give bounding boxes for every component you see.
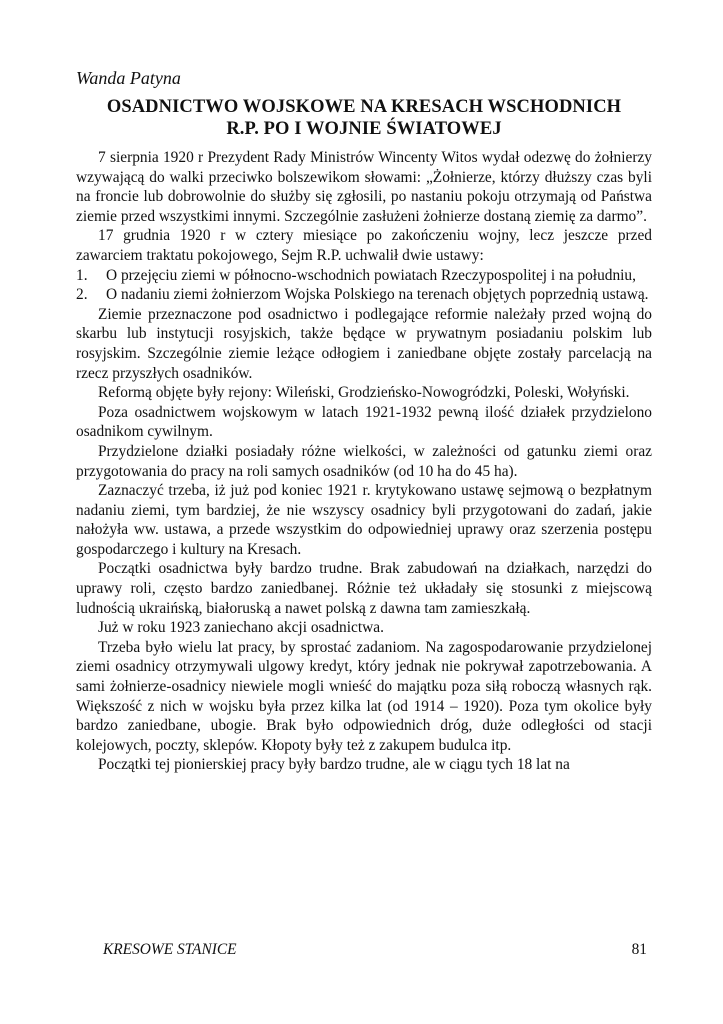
paragraph: Trzeba było wielu lat pracy, by sprostać zadaniom. Na zagospodarowanie przydzielonej ziemi osadnicy otrzymywali ulgowy kredyt, który jednak nie pokrywał zapotrzebowania. A sami żołnierze-osadnicy niewiele mogli wnieść do majątku poza siłą roboczą własnych rąk. Większość z nich w wojsku była przez kilka lat (od 1914 – 1920). Poza tym okolice były bardzo zaniedbane, ubogie. Brak było odpowiednich dróg, duże odległości od stacji kolejowych, poczty, sklepów. Kłopoty były też z zakupem budulca itp.	[76, 638, 652, 754]
list-item-text: O przejęciu ziemi w północno-wschodnich powiatach Rzeczypospolitej i na południu,	[106, 266, 636, 284]
paragraph: Początki osadnictwa były bardzo trudne. Brak zabudowań na działkach, narzędzi do uprawy roli, często bardzo zaniedbanej. Różnie też układały się stosunki z miejscową ludnością ukraińską, białoruską a nawet polską z dawna tam zamieszkałą.	[76, 560, 652, 617]
journal-title: KRESOWE STANICE	[103, 941, 237, 958]
article	[76, 66, 652, 775]
list-number: 1.	[76, 266, 88, 284]
paragraph: Już w roku 1923 zaniechano akcji osadnictwa.	[98, 619, 384, 637]
paragraph: Początki tej pionierskiej pracy były bardzo trudne, ale w ciągu tych 18 lat na	[98, 756, 570, 774]
paragraph: 7 sierpnia 1920 r Prezydent Rady Ministrów Wincenty Witos wydał odezwę do żołnierzy wzywającą do walki przeciwko bolszewikom słowami: „Żołnierze, którzy dłuższy czas byli na froncie lub dobrowolnie do służby się zgłosili, po nastaniu pokoju otrzymają od Państwa ziemie przed wszystkimi innymi. Szczególnie zasłużeni żołnierze dostaną ziemię za darmo”.	[76, 149, 652, 225]
list-item	[76, 285, 652, 305]
list-number: 2.	[76, 286, 88, 304]
paragraph: Reformą objęte były rejony: Wileński, Grodzieńsko-Nowogródzki, Poleski, Wołyński.	[98, 384, 630, 402]
title-line: OSADNICTWO WOJSKOWE NA KRESACH WSCHODNICH	[106, 97, 622, 117]
paragraph: Przydzielone działki posiadały różne wielkości, w zależności od gatunku ziemi oraz przygotowania do pracy na roli samych osadników (od 10 ha do 45 ha).	[76, 442, 652, 480]
paragraph: Poza osadnictwem wojskowym w latach 1921-1932 pewną ilość działek przydzielono osadnikom cywilnym.	[76, 403, 652, 441]
page-number: 81	[631, 941, 647, 958]
article-title	[76, 96, 652, 140]
paragraph: 17 grudnia 1920 r w cztery miesiące po zakończeniu wojny, lecz jeszcze przed zawarciem traktatu pokojowego, Sejm R.P. uchwalił dwie ustawy:	[76, 227, 652, 264]
title-line: R.P. PO I WOJNIE ŚWIATOWEJ	[226, 119, 502, 139]
paragraph: Zaznaczyć trzeba, iż już pod koniec 1921 r. krytykowano ustawę sejmową o bezpłatnym nadaniu ziemi, tym bardziej, że nie wszyscy osadnicy byli przygotowani do zadań, jakie nałożyła ww. ustawa, a przede wszystkim do odpowiedniej uprawy oraz szerzenia postępu gospodarczego i kultury na Kresach.	[76, 482, 652, 558]
list-item-text: O nadaniu ziemi żołnierzom Wojska Polskiego na terenach objętych poprzednią ustawą.	[106, 286, 649, 304]
numbered-list	[76, 266, 652, 305]
author-name: Wanda Patyna	[76, 68, 181, 88]
list-item	[76, 266, 652, 286]
paragraph: Ziemie przeznaczone pod osadnictwo i podlegające reformie należały przed wojną do skarbu lub instytucji rosyjskich, także będące w prywatnym posiadaniu polskim lub rosyjskim. Szczególnie ziemie leżące odłogiem i zaniedbane objęte zostały parcelacją na rzecz przyszłych osadników.	[76, 305, 652, 382]
